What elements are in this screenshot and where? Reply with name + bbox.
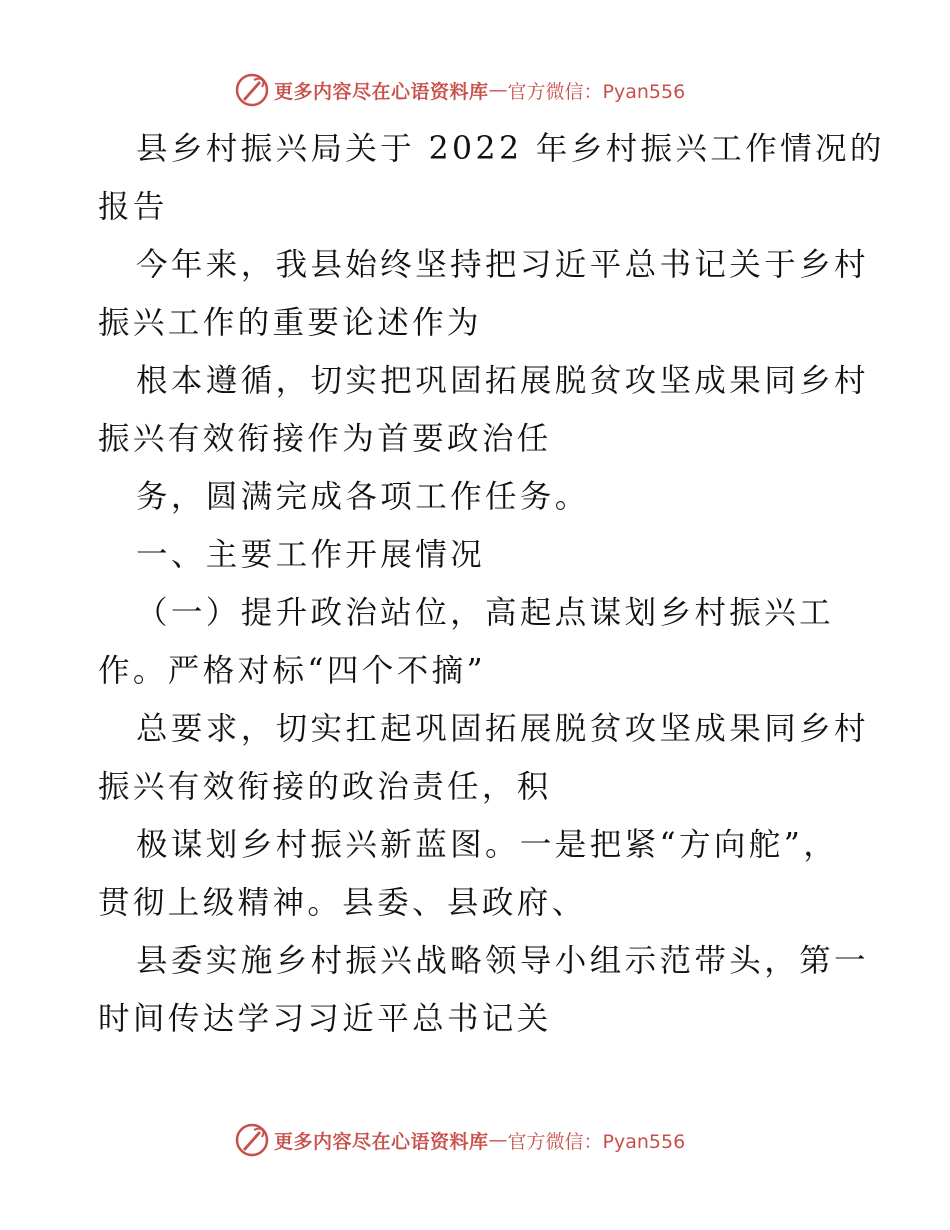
- paragraph-line: 根本遵循，切实把巩固拓展脱贫攻坚成果同乡村: [136, 363, 869, 399]
- footer-watermark: [234, 1120, 685, 1160]
- quill-logo-icon: [234, 1122, 270, 1158]
- paragraph-line: 时间传达学习习近平总书记关: [98, 1001, 552, 1037]
- watermark-separator: —: [488, 1129, 508, 1151]
- paragraph-line: 极谋划乡村振兴新蓝图。一是把紧“方向舵”，: [136, 827, 839, 863]
- watermark-handle: 官方微信：Pyan556: [507, 1130, 686, 1153]
- watermark-text: 更多内容尽在心语资料库: [274, 1130, 489, 1153]
- paragraph-line: 振兴有效衔接的政治责任，积: [98, 769, 552, 805]
- watermark-text: 更多内容尽在心语资料库: [274, 80, 489, 103]
- section-heading: 一、主要工作开展情况: [136, 537, 486, 573]
- paragraph-line: 作。严格对标“四个不摘”: [98, 653, 487, 689]
- paragraph-line: 总要求，切实扛起巩固拓展脱贫攻坚成果同乡村: [136, 711, 869, 747]
- paragraph-line: 振兴有效衔接作为首要政治任: [98, 421, 552, 457]
- header-watermark: [234, 70, 685, 110]
- subsection-heading: （一）提升政治站位，高起点谋划乡村振兴工: [136, 595, 835, 631]
- doc-title-line-1: 县乡村振兴局关于 2022 年乡村振兴工作情况的: [136, 131, 885, 167]
- watermark-separator: —: [488, 79, 508, 101]
- paragraph-line: 务，圆满完成各项工作任务。: [136, 479, 590, 515]
- watermark-handle: 官方微信：Pyan556: [507, 80, 686, 103]
- quill-logo-icon: [234, 72, 270, 108]
- paragraph-line: 振兴工作的重要论述作为: [98, 305, 482, 341]
- paragraph-line: 贯彻上级精神。县委、县政府、: [98, 885, 587, 921]
- doc-title-line-2: 报告: [98, 189, 168, 225]
- paragraph-line: 今年来，我县始终坚持把习近平总书记关于乡村: [136, 247, 869, 283]
- document-body: [98, 120, 885, 1048]
- paragraph-line: 县委实施乡村振兴战略领导小组示范带头，第一: [136, 943, 869, 979]
